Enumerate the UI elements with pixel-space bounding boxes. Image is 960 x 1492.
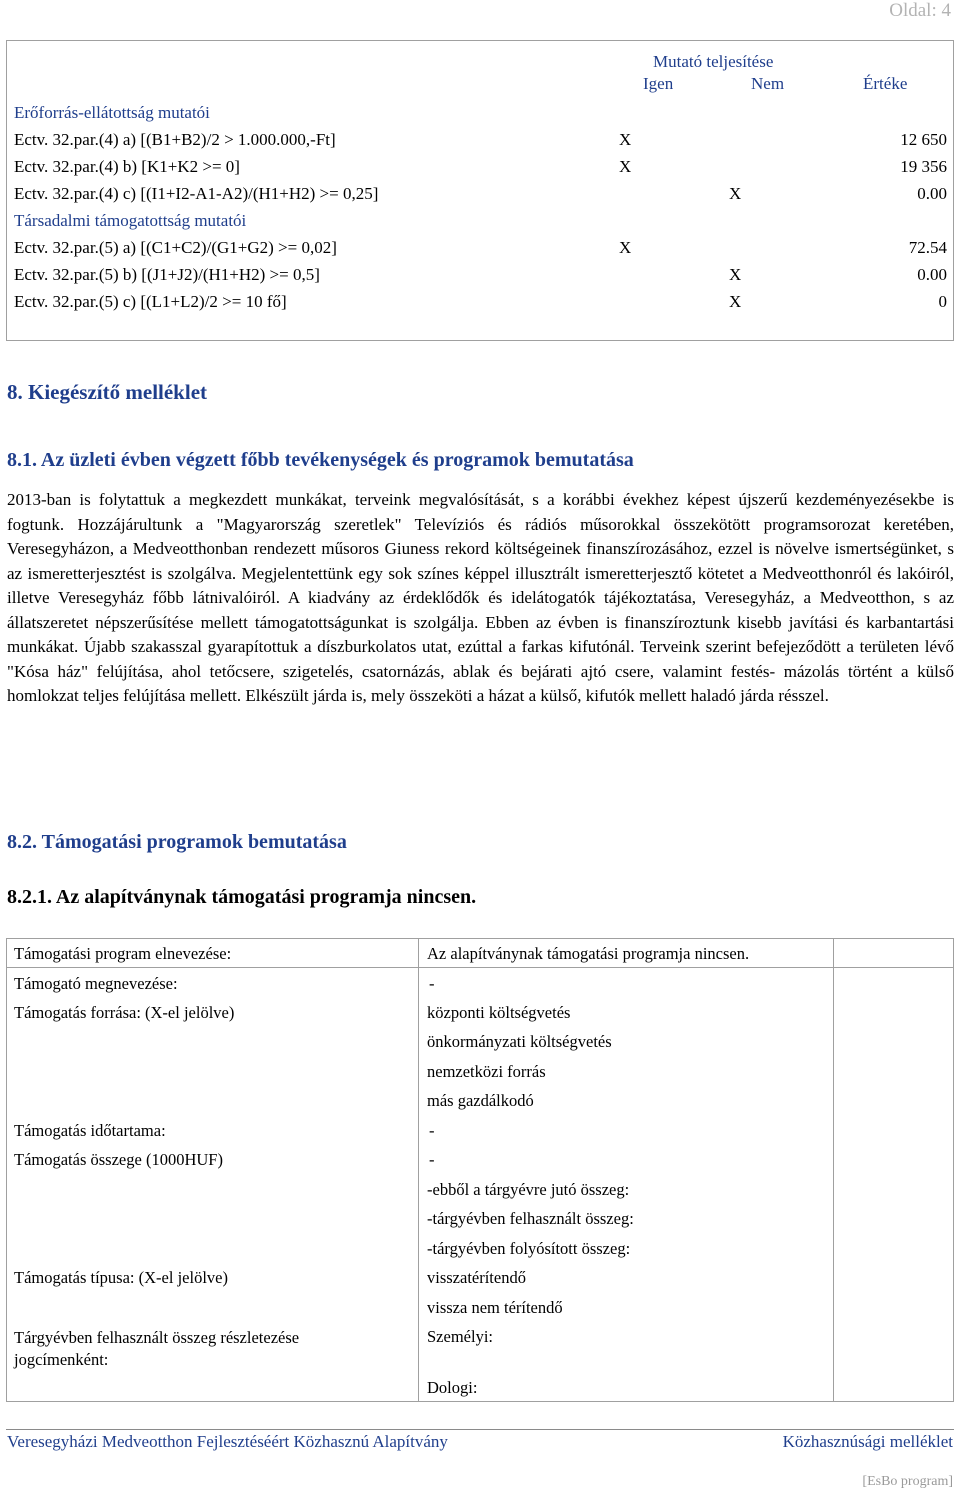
row-label: Ectv. 32.par.(5) c) [(L1+L2)/2 >= 10 fő] [14, 292, 287, 311]
row-value: 72.54 [908, 238, 947, 257]
row-label: Ectv. 32.par.(5) a) [(C1+C2)/(G1+G2) >= 0,02] [14, 238, 337, 257]
table-row [7, 291, 953, 317]
yes-mark: X [619, 238, 632, 257]
amount-label: Támogatás összege (1000HUF) [14, 1150, 223, 1169]
program-name-value: Az alapítványnak támogatási programja nincsen. [427, 944, 750, 963]
support-program-table [6, 938, 954, 1402]
section-8-2-1-title: 8.2.1. Az alapítványnak támogatási programja nincsen. [7, 886, 477, 908]
yes-mark: X [619, 157, 632, 176]
table-row [7, 210, 953, 236]
row-value: 12 650 [900, 130, 947, 149]
footer-organization: Veresegyházi Medveotthon Fejlesztéséért Közhasznú Alapítvány [7, 1432, 448, 1451]
row-label: Ectv. 32.par.(4) a) [(B1+B2)/2 > 1.000.000,-Ft] [14, 130, 336, 149]
amount-item: -tárgyévben folyósított összeg: [427, 1239, 631, 1258]
source-option: nemzetközi forrás [427, 1062, 546, 1081]
fulfilment-header: Mutató teljesítése [653, 52, 774, 71]
source-option: önkormányzati költségvetés [427, 1032, 612, 1051]
source-option: központi költségvetés [427, 1003, 571, 1022]
table-row [7, 129, 953, 155]
footer-divider [6, 1429, 954, 1430]
duration-value: - [429, 1121, 435, 1140]
type-label: Támogatás típusa: (X-el jelölve) [14, 1268, 228, 1287]
amount-value: - [429, 1150, 435, 1169]
supporter-value: - [429, 974, 435, 993]
table-row [7, 183, 953, 209]
row-label: Ectv. 32.par.(4) b) [K1+K2 >= 0] [14, 157, 240, 176]
row-value: 0.00 [917, 265, 947, 284]
no-mark: X [729, 184, 742, 203]
source-label: Támogatás forrása: (X-el jelölve) [14, 1003, 235, 1022]
indicator-table [6, 40, 954, 341]
footer-program: [EsBo program] [862, 1474, 953, 1489]
column-divider [418, 939, 419, 1401]
source-option: más gazdálkodó [427, 1091, 534, 1110]
section-label: Társadalmi támogatottság mutatói [14, 211, 247, 230]
breakdown-item: Dologi: [427, 1378, 478, 1397]
no-mark: X [729, 292, 742, 311]
breakdown-label: Tárgyévben felhasznált összeg részletezése jogcímenként: [14, 1328, 300, 1369]
breakdown-item: Személyi: [427, 1327, 493, 1346]
row-value: 0.00 [917, 184, 947, 203]
row-value: 19 356 [900, 157, 947, 176]
table-row [7, 156, 953, 182]
row-divider [7, 967, 953, 968]
section-8-1-title: 8.1. Az üzleti évben végzett főbb tevékenységek és programok bemutatása [7, 449, 634, 471]
row-label: Ectv. 32.par.(4) c) [(I1+I2-A1-A2)/(H1+H2) >= 0,25] [14, 184, 379, 203]
type-option: vissza nem térítendő [427, 1298, 563, 1317]
no-header: Nem [751, 74, 785, 93]
amount-item: -tárgyévben felhasznált összeg: [427, 1209, 634, 1228]
amount-item: -ebből a tárgyévre jutó összeg: [427, 1180, 630, 1199]
row-value: 0 [938, 292, 947, 311]
section-8-2-title: 8.2. Támogatási programok bemutatása [7, 831, 347, 853]
yes-mark: X [619, 130, 632, 149]
row-label: Ectv. 32.par.(5) b) [(J1+J2)/(H1+H2) >= 0,5] [14, 265, 320, 284]
section-label: Erőforrás-ellátottság mutatói [14, 103, 210, 122]
page-number: Oldal: 4 [889, 0, 951, 21]
yes-header: Igen [643, 74, 674, 93]
table-row [7, 264, 953, 290]
value-header: Értéke [863, 74, 908, 93]
footer-document-type: Közhasznúsági melléklet [782, 1432, 953, 1451]
table-row [7, 102, 953, 128]
table-row [7, 237, 953, 263]
section-8-title: 8. Kiegészítő melléklet [7, 380, 208, 404]
no-mark: X [729, 265, 742, 284]
program-name-label: Támogatási program elnevezése: [14, 944, 232, 963]
supporter-label: Támogató megnevezése: [14, 974, 178, 993]
column-divider [833, 939, 834, 1401]
type-option: visszatérítendő [427, 1268, 526, 1287]
activities-paragraph: 2013-ban is folytattuk a megkezdett munkákat, terveink megvalósítását, s a korábbi évekhez képest újszerű kezdeményezésekbe is fogtunk. Hozzájárultunk a "Magyarország szeretlek" Televíziós és rádiós műsorokkal összekötött programsorozat keretében, Veresegyházon, a Medveotthonban rendezett műsoros Giuness rekord költségeinek finanszírozásához, ezzel is növelve ismertségünket, s az ismeretterjesztést is szolgálva. Megjelentettünk egy sok színes képpel illusztrált ismeretterjesztő kötetet a Medveotthonról és lakóiról, illetve Veresegyház főbb látnivalóiról. A kiadvány az érdeklődők és idelátogatók tájékoztatása, Veresegyház, a Medveotthon, s az állatszeretet népszerűsítése mellett támogatottságunkat is szolgálja. Ebben az évben is finanszíroztunk kisebb javítási és karbantartási munkákat. Újabb szakasszal gyarapítottuk a díszburkolatos utat, ezúttal a farkas kifutónál. Terveink szerint befejeződött a területen lévő "Kósa ház" felújítása, ahol tetőcsere, szigetelés, csatornázás, ablak és bejárati ajtó csere, valamint festés- mázolás történt a külső homlokzat teljes felújítása mellett. Elkészült járda is, mely összeköti a házat a külső, kifutók mellett haladó járda résszel. [7, 490, 954, 705]
duration-label: Támogatás időtartama: [14, 1121, 166, 1140]
